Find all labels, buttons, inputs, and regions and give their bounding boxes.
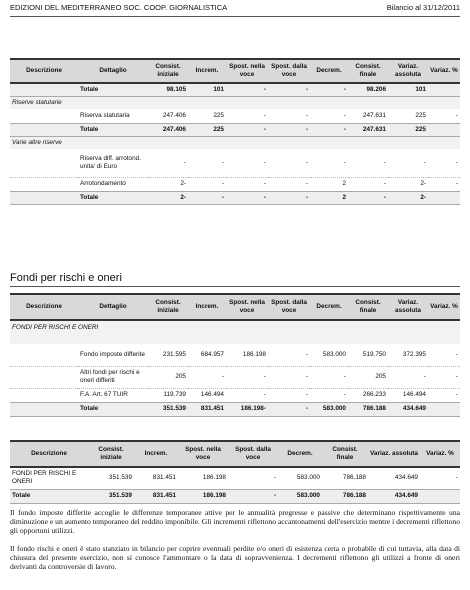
cell: 351.539 (88, 467, 134, 489)
cell: 684.957 (188, 344, 226, 366)
col-header: Variaz. % (428, 294, 460, 320)
cell: 247.406 (148, 109, 188, 123)
cell (420, 489, 460, 503)
cell: Totale (78, 123, 148, 136)
section-label: FONDI PER RISCHI E ONERI (10, 320, 148, 344)
cell: Totale (78, 402, 148, 416)
cell: 434.649 (368, 467, 420, 489)
cell: 119.739 (148, 388, 188, 402)
cell: 101 (188, 83, 226, 96)
cell: - (428, 388, 460, 402)
cell: - (228, 467, 278, 489)
cell: 583.000 (310, 344, 348, 366)
provisions-detail-table (10, 293, 460, 417)
table-header-row (10, 441, 460, 467)
cell (10, 191, 78, 204)
cell: Altri fondi per rischi e oneri differiti (78, 366, 148, 388)
col-header: Spost. nella voce (226, 59, 268, 83)
cell: 101 (388, 83, 428, 96)
cell (10, 366, 78, 388)
cell: 266.233 (348, 388, 388, 402)
cell (428, 83, 460, 96)
col-header: Decrem. (310, 59, 348, 83)
cell: - (226, 366, 268, 388)
cell: F.A. Art. 67 TUIR (78, 388, 148, 402)
cell: 786.188 (348, 402, 388, 416)
cell: 583.000 (310, 402, 348, 416)
cell: 372.395 (388, 344, 428, 366)
cell: 2 (310, 177, 348, 191)
cell: 351.539 (148, 402, 188, 416)
cell: - (226, 123, 268, 136)
cell: - (268, 177, 310, 191)
table-row (10, 366, 460, 388)
cell: Fondo imposte differite (78, 344, 148, 366)
cell: 98.105 (148, 83, 188, 96)
table-row (10, 109, 460, 123)
col-header: Decrem. (310, 294, 348, 320)
cell (428, 191, 460, 204)
section-row (10, 320, 460, 344)
cell: 247.631 (348, 109, 388, 123)
cell: - (148, 149, 188, 177)
cell (428, 123, 460, 136)
table-header-row (10, 59, 460, 83)
cell: 247.631 (348, 123, 388, 136)
cell: 225 (388, 109, 428, 123)
cell (10, 109, 78, 123)
table-row (10, 467, 460, 489)
paragraph: Il fondo imposte differite accoglie le differenze temporanee attive per le annualità pregresse e passive che determinano rispettivamente una diminuzione e un aumento temporaneo del reddito imponibile. Gli incrementi riflettono accantonamenti dell'esercizio mentre i decrementi riflettono gli opportuni utilizzi. (10, 508, 460, 535)
cell (10, 83, 78, 96)
cell: - (310, 366, 348, 388)
cell: - (348, 149, 388, 177)
table-row (10, 388, 460, 402)
col-header: Spost. nella voce (178, 441, 228, 467)
section-row (10, 96, 460, 109)
cell: 2- (388, 191, 428, 204)
col-header: Variaz. assoluta (388, 294, 428, 320)
section-label: Varie altre riserve (10, 136, 460, 149)
col-header: Consist. iniziale (148, 59, 188, 83)
cell: Riserva statutaria (78, 109, 148, 123)
cell: 205 (148, 366, 188, 388)
cell: 247.406 (148, 123, 188, 136)
section-label: Riserve statutarie (10, 96, 460, 109)
cell: 2- (148, 177, 188, 191)
table-row (10, 177, 460, 191)
col-header: Increm. (188, 59, 226, 83)
cell: 2- (388, 177, 428, 191)
cell: 831.451 (134, 467, 178, 489)
cell: - (226, 149, 268, 177)
table-row (10, 149, 460, 177)
cell: Riserva diff. arrotond. unita' di Euro (78, 149, 148, 177)
cell (10, 402, 78, 416)
cell: 98.206 (348, 83, 388, 96)
cell: 786.188 (322, 489, 368, 503)
cell: 186.198- (226, 402, 268, 416)
cell (10, 149, 78, 177)
table-header-row (10, 294, 460, 320)
cell: - (226, 177, 268, 191)
col-header: Consist. iniziale (148, 294, 188, 320)
col-header: Spost. dalla voce (268, 294, 310, 320)
col-header: Spost. dalla voce (268, 59, 310, 83)
cell (10, 344, 78, 366)
balance-date: Bilancio al 31/12/2011 (386, 3, 460, 12)
company-name: EDIZIONI DEL MEDITERRANEO SOC. COOP. GIORNALISTICA (10, 3, 228, 12)
cell (148, 320, 460, 344)
cell: - (268, 83, 310, 96)
col-header: Descrizione (10, 441, 88, 467)
cell: 231.595 (148, 344, 188, 366)
page-header (10, 3, 460, 17)
cell: - (310, 109, 348, 123)
col-header: Consist. finale (348, 59, 388, 83)
cell: - (310, 388, 348, 402)
cell: 434.649 (388, 402, 428, 416)
cell: FONDI PER RISCHI E ONERI (10, 467, 88, 489)
col-header: Spost. dalla voce (228, 441, 278, 467)
cell: - (188, 191, 226, 204)
cell: - (428, 344, 460, 366)
cell: - (268, 388, 310, 402)
col-header: Variaz. assoluta (388, 59, 428, 83)
cell: - (268, 149, 310, 177)
col-header: Increm. (134, 441, 178, 467)
cell: - (388, 366, 428, 388)
cell: - (348, 177, 388, 191)
cell: - (188, 149, 226, 177)
cell: Totale (10, 489, 88, 503)
cell: - (226, 109, 268, 123)
cell: - (268, 402, 310, 416)
total-row (10, 123, 460, 136)
cell: 583.000 (278, 489, 322, 503)
table-row (10, 344, 460, 366)
cell: - (428, 149, 460, 177)
cell: - (226, 83, 268, 96)
header-rule (10, 16, 460, 17)
col-header: Dettaglio (78, 59, 148, 83)
cell: 146.494 (388, 388, 428, 402)
cell: 225 (388, 123, 428, 136)
cell: - (420, 467, 460, 489)
cell: 2 (310, 191, 348, 204)
cell: - (268, 344, 310, 366)
cell: 225 (188, 109, 226, 123)
cell (428, 402, 460, 416)
title-rule (10, 286, 460, 287)
cell: 519.750 (348, 344, 388, 366)
cell: 351.539 (88, 489, 134, 503)
cell: - (268, 123, 310, 136)
section-row (10, 136, 460, 149)
total-row (10, 402, 460, 416)
cell: - (228, 489, 278, 503)
total-row (10, 83, 460, 96)
col-header: Descrizione (10, 59, 78, 83)
cell: 831.451 (188, 402, 226, 416)
col-header: Variaz. % (420, 441, 460, 467)
cell: 583.000 (278, 467, 322, 489)
col-header: Consist. finale (322, 441, 368, 467)
cell: - (310, 149, 348, 177)
cell: - (310, 123, 348, 136)
col-header: Descrizione (10, 294, 78, 320)
col-header: Variaz. assoluta (368, 441, 420, 467)
cell: - (268, 366, 310, 388)
cell: - (268, 191, 310, 204)
cell: - (268, 109, 310, 123)
cell: - (428, 177, 460, 191)
cell: 186.198 (226, 344, 268, 366)
section-title: Fondi per rischi e oneri (10, 272, 122, 284)
cell: 186.198 (178, 467, 228, 489)
col-header: Decrem. (278, 441, 322, 467)
cell: 2- (148, 191, 188, 204)
total-row (10, 191, 460, 204)
cell: - (188, 177, 226, 191)
cell: - (388, 149, 428, 177)
cell (10, 123, 78, 136)
cell: 225 (188, 123, 226, 136)
cell: 831.451 (134, 489, 178, 503)
col-header: Consist. finale (348, 294, 388, 320)
cell: - (226, 191, 268, 204)
cell: 205 (348, 366, 388, 388)
cell: - (188, 366, 226, 388)
cell (10, 388, 78, 402)
cell: Totale (78, 83, 148, 96)
col-header: Dettaglio (78, 294, 148, 320)
col-header: Variaz. % (428, 59, 460, 83)
cell: 434.649 (368, 489, 420, 503)
paragraph: Il fondo rischi e oneri è stato stanziato in bilancio per coprire eventuali perdite e/o oneri di esistenza certa o probabile di cui tuttavia, alla data di chiusura del presente esercizio, non si conosce l'ammontare o la data di sopravvenienza. I decrementi riflettono gli utilizzi a fronte di oneri derivanti da controversie di lavoro. (10, 544, 460, 571)
col-header: Consist. iniziale (88, 441, 134, 467)
col-header: Spost. nella voce (226, 294, 268, 320)
provisions-summary-table (10, 440, 460, 504)
cell: - (428, 366, 460, 388)
cell: - (310, 83, 348, 96)
total-row (10, 489, 460, 503)
cell: 786.188 (322, 467, 368, 489)
cell (10, 177, 78, 191)
cell: Totale (78, 191, 148, 204)
cell: 186.198 (178, 489, 228, 503)
cell: Arrotondamento (78, 177, 148, 191)
cell: - (348, 191, 388, 204)
cell: 146.494 (188, 388, 226, 402)
cell: - (428, 109, 460, 123)
reserves-table (10, 58, 460, 205)
cell: - (226, 388, 268, 402)
col-header: Increm. (188, 294, 226, 320)
